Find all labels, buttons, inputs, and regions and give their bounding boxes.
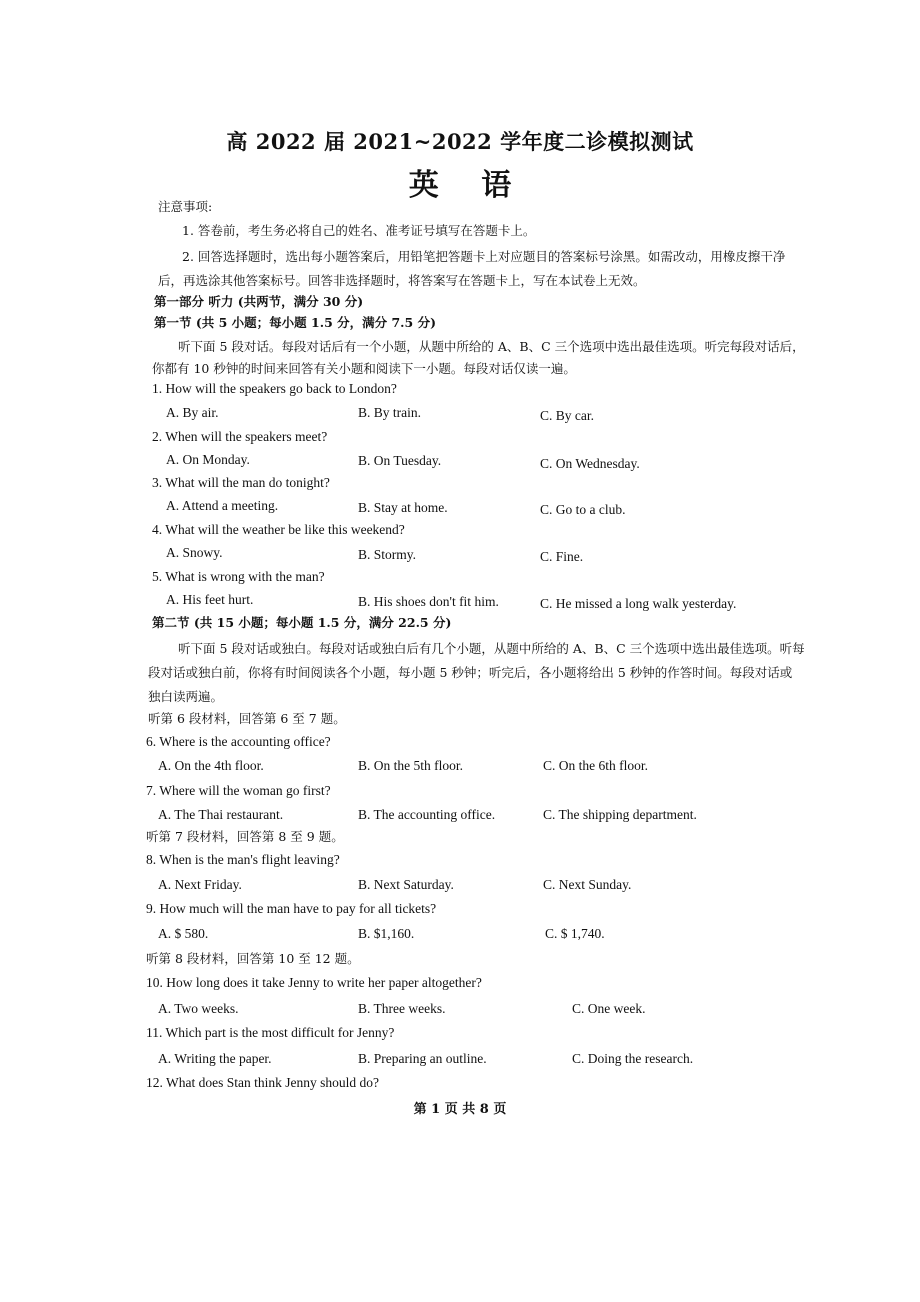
notice-item-2-line-1: 2. 回答选择题时，选出每小题答案后，用铅笔把答题卡上对应题目的答案标号涂黑。如需改动，用橡皮擦干净 [182, 249, 786, 264]
question-6-option-a: A. On the 4th floor. [158, 758, 264, 773]
part1-heading: 第一部分 听力 (共两节，满分 30 分) [154, 294, 364, 309]
question-5-option-b: B. His shoes don't fit him. [358, 594, 499, 609]
question-9-option-b: B. $1,160. [358, 926, 415, 941]
section2-instruction-line-2: 段对话或独白前，你将有时间阅读各个小题，每小题 5 秒钟；听完后，各小题将给出 5 秒钟的作答时间。每段对话或 [148, 665, 793, 680]
question-3-option-b: B. Stay at home. [358, 500, 448, 515]
subject-title: 英 语 [408, 168, 528, 203]
question-9-stem: 9. How much will the man have to pay for all tickets? [146, 901, 437, 916]
question-4-option-b: B. Stormy. [358, 547, 417, 562]
question-7-option-c: C. The shipping department. [543, 807, 697, 822]
question-5-option-a: A. His feet hurt. [166, 592, 254, 607]
question-11-option-b: B. Preparing an outline. [358, 1051, 487, 1066]
question-11-stem: 11. Which part is the most difficult for Jenny? [146, 1025, 395, 1040]
question-12-stem: 12. What does Stan think Jenny should do? [146, 1075, 379, 1090]
question-8-option-b: B. Next Saturday. [358, 877, 454, 892]
section1-heading: 第一节 (共 5 小题；每小题 1.5 分，满分 7.5 分) [154, 315, 436, 330]
question-3-option-a: A. Attend a meeting. [166, 498, 279, 513]
question-4-option-c: C. Fine. [540, 549, 584, 564]
question-4-option-a: A. Snowy. [166, 545, 223, 560]
material-7-heading: 听第 7 段材料，回答第 8 至 9 题。 [146, 829, 344, 844]
question-2-stem: 2. When will the speakers meet? [152, 429, 328, 444]
section2-heading: 第二节 (共 15 小题；每小题 1.5 分，满分 22.5 分) [152, 615, 452, 630]
question-9-option-c: C. $ 1,740. [545, 926, 605, 941]
question-7-stem: 7. Where will the woman go first? [146, 783, 331, 798]
notice-item-2-line-2: 后，再选涂其他答案标号。回答非选择题时，将答案写在答题卡上，写在本试卷上无效。 [158, 273, 646, 288]
question-1-stem: 1. How will the speakers go back to London? [152, 381, 397, 396]
question-7-option-b: B. The accounting office. [358, 807, 496, 822]
material-6-heading: 听第 6 段材料，回答第 6 至 7 题。 [148, 711, 346, 726]
question-5-option-c: C. He missed a long walk yesterday. [540, 596, 737, 611]
section1-instruction-line-2: 你都有 10 秒钟的时间来回答有关小题和阅读下一小题。每段对话仅读一遍。 [152, 361, 576, 376]
question-2-option-c: C. On Wednesday. [540, 456, 640, 471]
question-3-stem: 3. What will the man do tonight? [152, 475, 330, 490]
question-6-option-c: C. On the 6th floor. [543, 758, 648, 773]
question-2-option-b: B. On Tuesday. [358, 453, 442, 468]
question-4-stem: 4. What will the weather be like this weekend? [152, 522, 405, 537]
question-8-stem: 8. When is the man's flight leaving? [146, 852, 340, 867]
question-11-option-a: A. Writing the paper. [158, 1051, 272, 1066]
question-8-option-c: C. Next Sunday. [543, 877, 632, 892]
question-10-stem: 10. How long does it take Jenny to write her paper altogether? [146, 975, 482, 990]
exam-title: 高 2022 届 2021~2022 学年度二诊模拟测试 [226, 129, 694, 154]
question-1-option-c: C. By car. [540, 408, 594, 423]
question-1-option-b: B. By train. [358, 405, 421, 420]
question-9-option-a: A. $ 580. [158, 926, 209, 941]
question-11-option-c: C. Doing the research. [572, 1051, 694, 1066]
section2-instruction-line-1: 听下面 5 段对话或独白。每段对话或独白后有几个小题，从题中所给的 A、B、C 三个选项中选出最佳选项。听每 [178, 641, 805, 656]
question-1-option-a: A. By air. [166, 405, 219, 420]
question-3-option-c: C. Go to a club. [540, 502, 626, 517]
question-6-option-b: B. On the 5th floor. [358, 758, 463, 773]
question-10-option-c: C. One week. [572, 1001, 646, 1016]
question-8-option-a: A. Next Friday. [158, 877, 242, 892]
material-8-heading: 听第 8 段材料，回答第 10 至 12 题。 [146, 951, 360, 966]
section1-instruction-line-1: 听下面 5 段对话。每段对话后有一个小题，从题中所给的 A、B、C 三个选项中选出最佳选项。听完每段对话后， [178, 339, 805, 354]
question-10-option-b: B. Three weeks. [358, 1001, 446, 1016]
question-10-option-a: A. Two weeks. [158, 1001, 239, 1016]
question-7-option-a: A. The Thai restaurant. [158, 807, 284, 822]
section2-instruction-line-3: 独白读两遍。 [148, 689, 224, 704]
notice-heading: 注意事项: [158, 199, 213, 214]
question-6-stem: 6. Where is the accounting office? [146, 734, 331, 749]
question-2-option-a: A. On Monday. [166, 452, 250, 467]
page-number: 第 1 页 共 8 页 [413, 1102, 507, 1117]
question-5-stem: 5. What is wrong with the man? [152, 569, 325, 584]
notice-item-1: 1. 答卷前，考生务必将自己的姓名、准考证号填写在答题卡上。 [182, 223, 536, 238]
